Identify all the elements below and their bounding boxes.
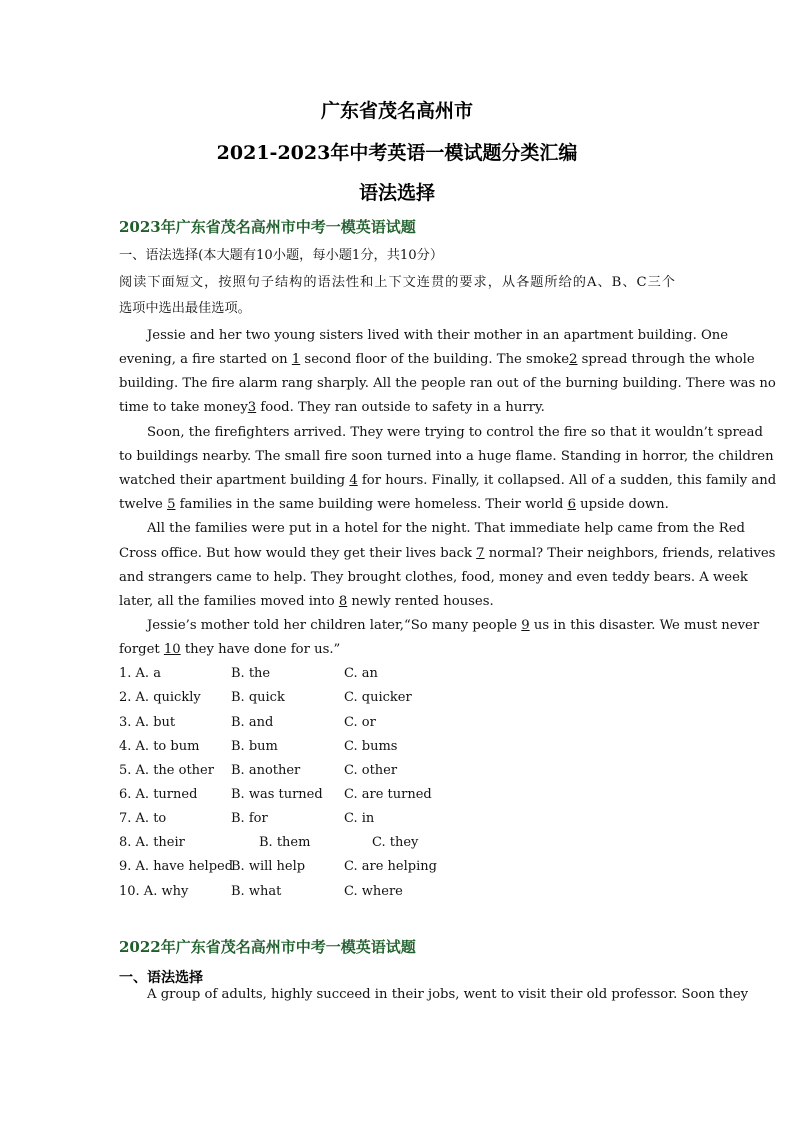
passage-line: and strangers came to help. They brought clothes, food, money and even teddy bears. A week <box>119 570 748 585</box>
option-b: B. will help <box>231 859 306 874</box>
option-a: 5. A. the other <box>119 763 214 778</box>
option-c: C. in <box>344 811 375 826</box>
passage-line: Jessie and her two young sisters lived with their mother in an apartment building. One <box>147 328 729 343</box>
part2-title: 一、语法选择 <box>119 970 203 986</box>
option-b: B. what <box>231 884 282 899</box>
passage-line: Soon, the firefighters arrived. They were trying to control the fire so that it wouldn’t spread <box>147 425 763 440</box>
passage-line: Cross office. But how would they get their lives back 7 normal? Their neighbors, friends, relatives <box>119 546 776 561</box>
option-b: B. was turned <box>231 787 323 802</box>
option-a: 3. A. but <box>119 715 176 730</box>
doc-title-region: 广东省茂名高州市 <box>320 100 473 122</box>
blank-number: 8 <box>338 594 348 609</box>
option-a: 2. A. quickly <box>119 690 201 705</box>
option-a: 4. A. to bum <box>119 739 200 754</box>
option-c: C. are helping <box>344 859 437 874</box>
blank-number: 6 <box>567 497 576 512</box>
passage-line: twelve 5 families in the same building were homeless. Their world 6 upside down. <box>119 497 669 512</box>
blank-number: 5 <box>167 497 176 512</box>
blank-number: 7 <box>476 546 485 561</box>
blank-number: 3 <box>247 400 257 415</box>
option-b: B. bum <box>231 739 278 754</box>
option-b: B. the <box>231 666 271 681</box>
option-c: C. they <box>372 835 419 850</box>
option-c: C. are turned <box>344 787 432 802</box>
doc-title-topic: 语法选择 <box>358 182 435 204</box>
option-c: C. or <box>344 715 376 730</box>
section-heading-2022: 2022年广东省茂名高州市中考一模英语试题 <box>119 938 416 956</box>
instructions-line-1: 阅读下面短文，按照句子结构的语法性和上下文连贯的要求，从各题所给的A、B、C三个 <box>119 275 675 290</box>
passage-line: All the families were put in a hotel for the night. That immediate help came from the Red <box>147 521 745 536</box>
option-c: C. quicker <box>344 690 412 705</box>
option-b: B. quick <box>231 690 285 705</box>
passage-line: building. The fire alarm rang sharply. All the people ran out of the burning building. There was no <box>119 376 776 391</box>
instructions-line-2: 选项中选出最佳选项。 <box>119 301 251 316</box>
part-title: 一、语法选择(本大题有10小题，每小题1分，共10分） <box>119 248 444 263</box>
passage-line: watched their apartment building 4 for hours. Finally, it collapsed. All of a sudden, this family and <box>119 473 777 488</box>
option-a: 8. A. their <box>119 835 185 850</box>
option-b: B. for <box>231 811 268 826</box>
passage-line: forget 10 they have done for us.” <box>119 642 341 657</box>
option-a: 6. A. turned <box>119 787 198 802</box>
passage2-line: A group of adults, highly succeed in their jobs, went to visit their old professor. Soon they <box>147 987 749 1002</box>
passage-line: later, all the families moved into 8 newly rented houses. <box>119 594 494 609</box>
passage-line: evening, a fire started on 1 second floor of the building. The smoke2 spread through the whole <box>119 352 755 367</box>
blank-number: 9 <box>521 618 530 633</box>
option-c: C. an <box>344 666 378 681</box>
option-a: 10. A. why <box>119 884 189 899</box>
option-c: C. bums <box>344 739 398 754</box>
option-b: B. and <box>231 715 274 730</box>
blank-number: 4 <box>349 473 358 488</box>
doc-title-exam: 2021-2023年中考英语一模试题分类汇编 <box>216 142 578 164</box>
section-heading-2023: 2023年广东省茂名高州市中考一模英语试题 <box>119 218 416 236</box>
blank-number: 2 <box>569 352 578 367</box>
option-c: C. other <box>344 763 398 778</box>
option-b: B. another <box>231 763 301 778</box>
option-b: B. them <box>259 835 311 850</box>
blank-number: 1 <box>291 352 301 367</box>
passage-line: time to take money3 food. They ran outside to safety in a hurry. <box>119 400 545 415</box>
option-a: 1. A. a <box>119 666 161 681</box>
option-a: 7. A. to <box>119 811 167 826</box>
option-a: 9. A. have helped <box>119 859 234 874</box>
passage-line: to buildings nearby. The small fire soon turned into a huge flame. Standing in horror, the children <box>119 449 774 464</box>
blank-number: 10 <box>163 642 181 657</box>
option-c: C. where <box>344 884 403 899</box>
passage-line: Jessie’s mother told her children later,“So many people 9 us in this disaster. We must never <box>147 618 760 633</box>
